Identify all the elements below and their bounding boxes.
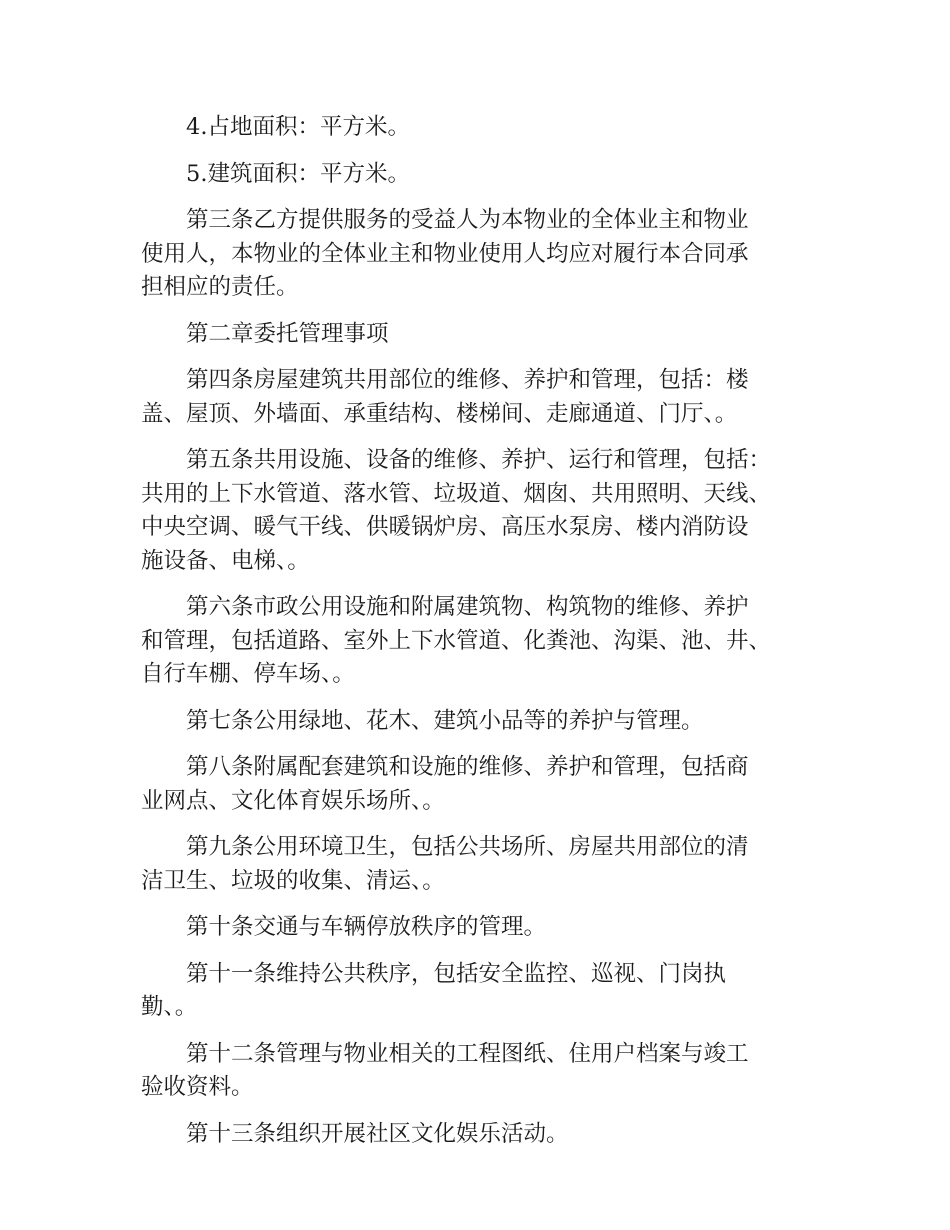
paragraph-article-9: 第九条公用环境卫生，包括公共场所、房屋共用部位的清 洁卫生、垃圾的收集、清运、。 <box>141 834 749 894</box>
chapter-2-heading: 第二章委托管理事项 <box>186 320 389 347</box>
paragraph-article-13: 第十三条组织开展社区文化娱乐活动。 <box>186 1120 569 1147</box>
paragraph-article-7: 第七条公用绿地、花木、建筑小品等的养护与管理。 <box>186 707 704 734</box>
paragraph-article-3: 第三条乙方提供服务的受益人为本物业的全体业主和物业 使用人，本物业的全体业主和物业使用人均应对履行本合同承 担相应的责任。 <box>141 207 749 300</box>
paragraph-article-11: 第十一条维持公共秩序，包括安全监控、巡视、门岗执 勤、。 <box>141 960 727 1020</box>
paragraph-item-5-building-area: 5.建筑面积：平方米。 <box>186 160 410 187</box>
paragraph-article-12: 第十二条管理与物业相关的工程图纸、住用户档案与竣工 验收资料。 <box>141 1040 749 1100</box>
document-body <box>141 111 831 1164</box>
paragraph-article-8: 第八条附属配套建筑和设施的维修、养护和管理，包括商 业网点、文化体育娱乐场所、。 <box>141 754 749 814</box>
paragraph-article-10: 第十条交通与车辆停放秩序的管理。 <box>186 914 547 940</box>
paragraph-item-4-land-area: 4.占地面积：平方米。 <box>186 114 410 140</box>
paragraph-article-4: 第四条房屋建筑共用部位的维修、养护和管理，包括：楼 盖、屋顶、外墙面、承重结构、楼梯间、走廊通道、门厅、。 <box>141 367 749 427</box>
paragraph-article-5: 第五条共用设施、设备的维修、养护、运行和管理，包括： 共用的上下水管道、落水管、垃圾道、烟囱、共用照明、天线、 中央空调、暖气干线、供暖锅炉房、高压水泵房、楼内消防设 施设备、电梯、。 <box>141 447 772 574</box>
paragraph-article-6: 第六条市政公用设施和附属建筑物、构筑物的维修、养护 和管理，包括道路、室外上下水管道、化粪池、沟渠、池、井、 自行车棚、停车场、。 <box>141 594 772 687</box>
